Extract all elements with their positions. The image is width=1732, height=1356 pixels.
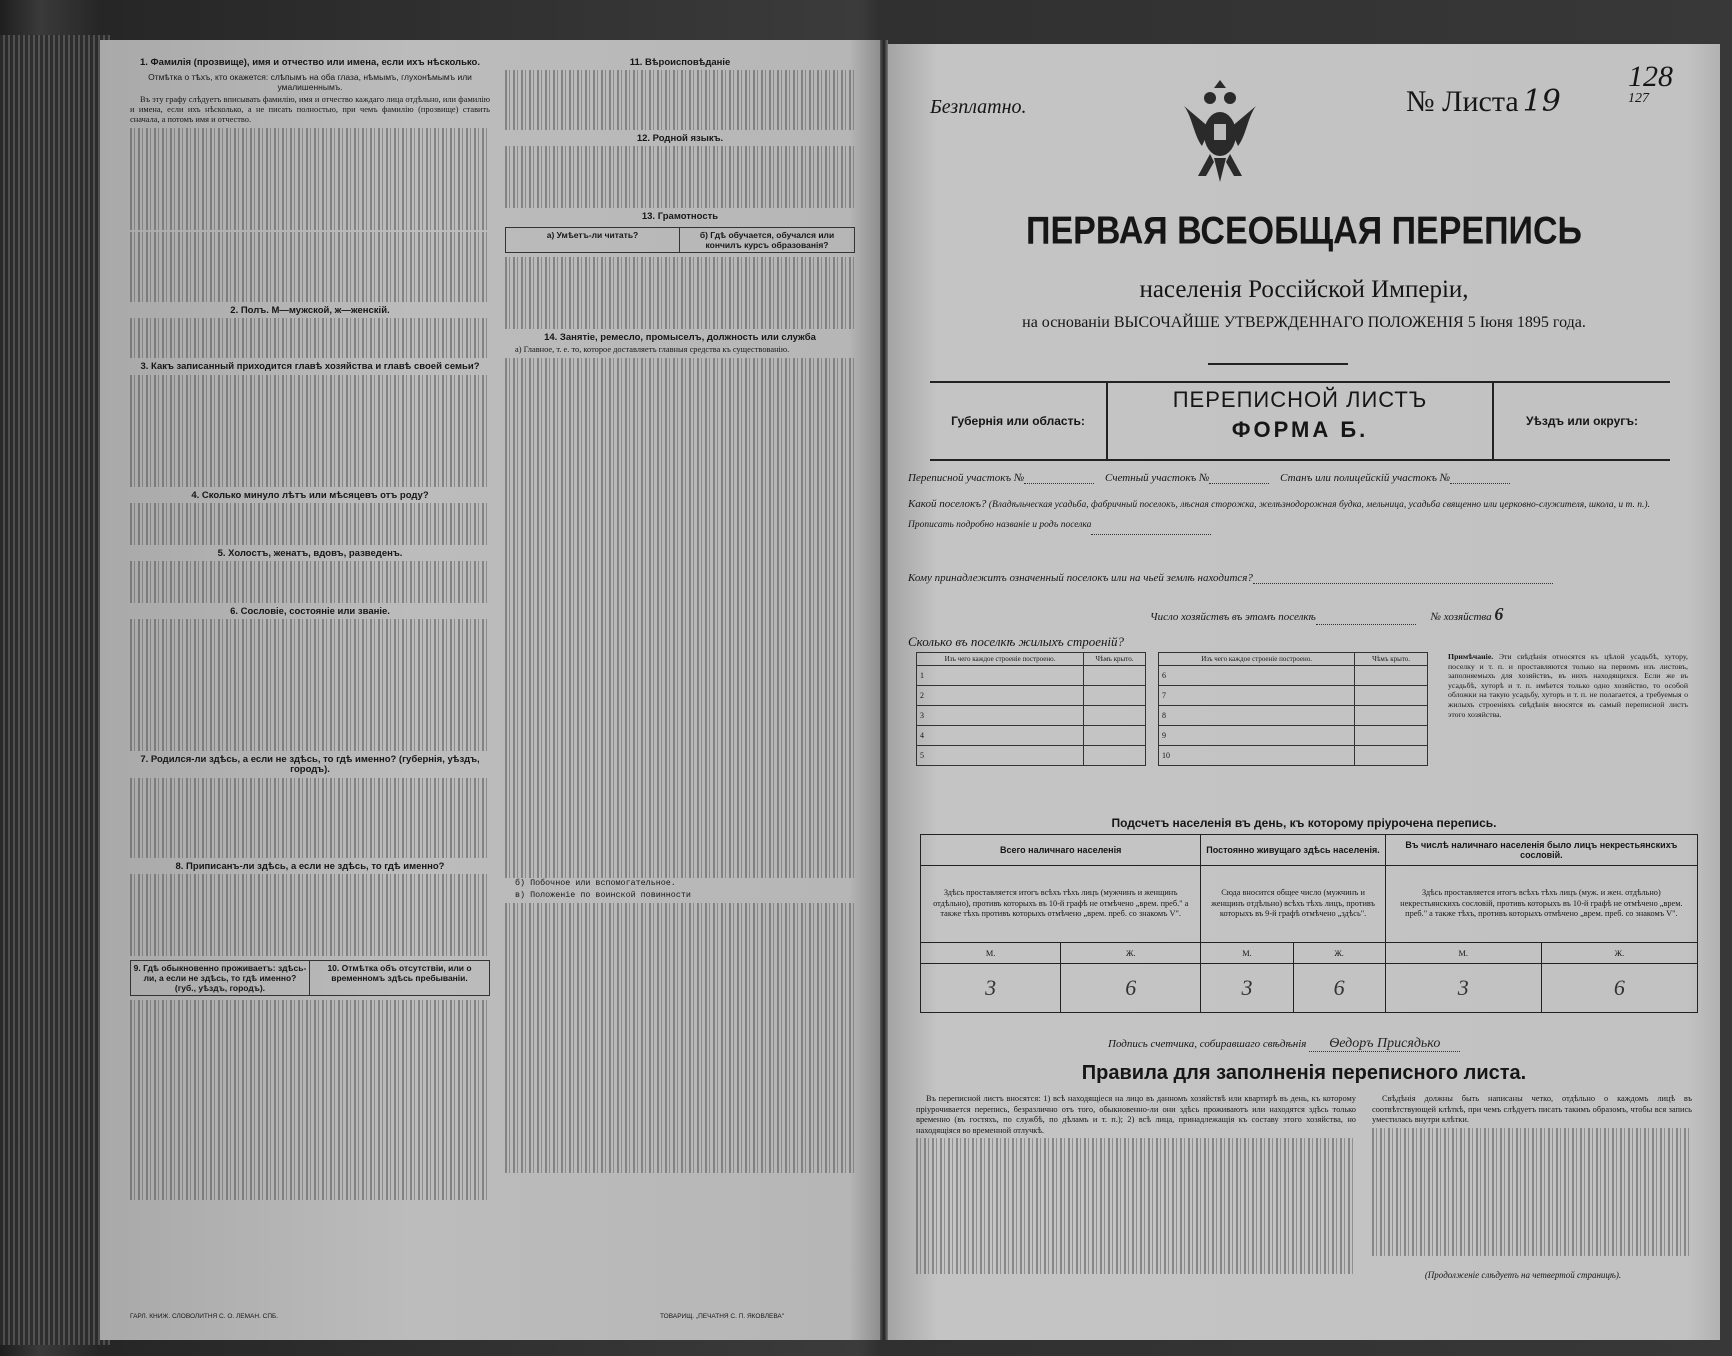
sheet-number bbox=[1406, 84, 1561, 119]
section-13a-title: а) Умѣетъ-ли читать? bbox=[506, 228, 680, 252]
enumerator-signature: Ѳедоръ Присядько bbox=[1309, 1036, 1460, 1052]
small-print-line bbox=[130, 503, 490, 545]
section-13-subheads bbox=[505, 227, 855, 253]
owner-label: Кому принадлежитъ означенный поселокъ или на чьей землѣ находится? bbox=[908, 572, 1253, 584]
section-7-title: 7. Родился-ли здѣсь, а если не здѣсь, то гдѣ именно? (губернія, уѣздъ, городъ). bbox=[140, 754, 480, 776]
small-print-line bbox=[505, 146, 855, 208]
table-row bbox=[1159, 726, 1428, 746]
rules-title: Правила для заполненія переписного листа. bbox=[1081, 1062, 1527, 1084]
enumerator-signature-line bbox=[1108, 1036, 1460, 1052]
bldg-head-material: Изъ чего каждое строеніе построено. bbox=[917, 653, 1084, 666]
book-gutter bbox=[880, 40, 888, 1340]
section-14c-text: в) Положеніе по воинской повинности bbox=[515, 889, 691, 900]
section-9-title: 9. Гдѣ обыкновенно проживаетъ: здѣсь-ли, а если не здѣсь, то гдѣ именно? (губ., уѣздъ, городъ). bbox=[131, 961, 310, 996]
row-number: 3 bbox=[917, 706, 1084, 726]
form-title: ПЕРЕПИСНОЙ ЛИСТЪ bbox=[1172, 387, 1428, 412]
owner-line bbox=[908, 572, 1553, 584]
buildings-note bbox=[1448, 652, 1688, 719]
table-row bbox=[917, 726, 1146, 746]
settlement-label: Какой поселокъ? bbox=[908, 498, 987, 510]
table-row bbox=[1159, 686, 1428, 706]
section-8-title: 8. Приписанъ-ли здѣсь, а если не здѣсь, то гдѣ именно? bbox=[175, 860, 445, 872]
non-peasant-male-count: 3 bbox=[1385, 964, 1541, 1013]
female-label: Ж. bbox=[1293, 943, 1385, 964]
table-row bbox=[917, 746, 1146, 766]
census-title: ПЕРВАЯ ВСЕОБЩАЯ ПЕРЕПИСЬ bbox=[1026, 209, 1582, 253]
imperial-eagle-emblem-icon bbox=[1180, 76, 1260, 186]
section-1-note: Отмѣтка о тѣхъ, кто окажется: слѣпымъ на оба глаза, нѣмымъ, глухонѣмымъ или умалишеннымъ. bbox=[148, 72, 472, 93]
form-header-box bbox=[930, 381, 1670, 461]
present-female-count: 6 bbox=[1061, 964, 1201, 1013]
row-number: 5 bbox=[917, 746, 1084, 766]
present-population-description: Здѣсь проставляется итогъ всѣхъ тѣхъ лицъ (мужчинъ и женщинъ отдѣльно), противъ которыхъ въ 10-й графѣ не отмѣчено „врем. преб." а также тѣхъ противъ которыхъ отмѣчено „врем. преб. со знакомъ V". bbox=[921, 866, 1201, 943]
female-label: Ж. bbox=[1061, 943, 1201, 964]
section-1-title: 1. Фамилія (прозвище), имя и отчество или имена, если ихъ нѣсколько. bbox=[139, 57, 480, 68]
table-row bbox=[1159, 666, 1428, 686]
population-count-table bbox=[920, 834, 1698, 1013]
households-label: Число хозяйствъ въ этомъ поселкѣ bbox=[1150, 611, 1316, 623]
female-label: Ж. bbox=[1541, 943, 1697, 964]
signature-label: Подпись счетчика, собиравшаго свѣдѣнія bbox=[1108, 1038, 1307, 1050]
row-number: 1 bbox=[917, 666, 1084, 686]
bldg-head-roof: Чѣмъ крыто. bbox=[1083, 653, 1145, 666]
section-13-title: 13. Грамотность bbox=[641, 211, 719, 223]
section-4-title: 4. Сколько минуло лѣтъ или мѣсяцевъ отъ роду? bbox=[191, 489, 429, 501]
section-1-text: Въ эту графу слѣдуетъ вписывать фамилію, имя и отчество каждаго лица отдѣльно, или фамилію и имена, если ихъ нѣсколько, а не писать полностью, при чемъ фамилію (прозвище) ставить сначала, а потомъ имя и отчество. bbox=[130, 94, 490, 125]
row-number: 10 bbox=[1159, 746, 1355, 766]
small-print-line bbox=[916, 1138, 1356, 1274]
buildings-line bbox=[908, 634, 1124, 650]
non-peasant-population-description: Здѣсь проставляется итогъ всѣхъ тѣхъ лицъ (муж. и жен. отдѣльно) некрестьянскихъ сословій, противъ которыхъ въ 10-й графѣ не отмѣчено „врем. преб." а также тѣхъ, противъ которыхъ отмѣчено „врем. преб. со знакомъ V". bbox=[1385, 866, 1697, 943]
present-male-count: 3 bbox=[921, 964, 1061, 1013]
male-label: М. bbox=[1385, 943, 1541, 964]
present-population-header: Всего наличнаго населенія bbox=[921, 835, 1201, 866]
section-5-title: 5. Холостъ, женатъ, вдовъ, разведенъ. bbox=[217, 547, 403, 559]
household-number-label: № хозяйства bbox=[1430, 611, 1492, 623]
rules-column-left bbox=[916, 1094, 1356, 1274]
settlement-line bbox=[908, 494, 1698, 535]
archive-folio-numbers bbox=[1628, 62, 1673, 106]
small-print-line bbox=[505, 257, 855, 329]
small-print-line bbox=[505, 358, 855, 878]
form-type: ФОРМА Б. bbox=[1231, 417, 1369, 442]
section-10-title: 10. Отмѣтка объ отсутствіи, или о временномъ здѣсь пребываніи. bbox=[327, 962, 472, 984]
census-section-label: Переписной участокъ № bbox=[908, 472, 1025, 484]
folio-number-2: 127 bbox=[1628, 91, 1649, 106]
gubernia-field: Губернія или область: bbox=[930, 383, 1108, 459]
sheet-number-label: № Листа bbox=[1406, 85, 1519, 118]
non-peasant-female-count: 6 bbox=[1541, 964, 1697, 1013]
small-print-line bbox=[130, 1000, 490, 1200]
table-row bbox=[1159, 706, 1428, 726]
section-3-title: 3. Какъ записанный приходится главѣ хозяйства и главѣ своей семьи? bbox=[140, 361, 480, 373]
instructions-column-1 bbox=[130, 54, 490, 1200]
section-12-title: 12. Родной языкъ. bbox=[636, 133, 724, 145]
uezd-field: Уѣздъ или округъ: bbox=[1492, 383, 1670, 459]
bldg-head-roof: Чѣмъ крыто. bbox=[1355, 653, 1428, 666]
small-print-line bbox=[130, 561, 490, 603]
census-form-page bbox=[888, 44, 1720, 1340]
buildings-table-left bbox=[916, 652, 1146, 766]
section-14b-text: б) Побочное или вспомогательное. bbox=[515, 878, 676, 889]
section-14-title: 14. Занятіе, ремесло, промыселъ, должность или служба bbox=[544, 332, 816, 344]
row-number: 7 bbox=[1159, 686, 1355, 706]
population-count-title: Подсчетъ населенія въ день, къ которому пріурочена перепись. bbox=[1111, 816, 1497, 830]
count-section-label: Счетный участокъ № bbox=[1104, 472, 1210, 484]
stan-label: Станъ или полицейскій участокъ № bbox=[1280, 472, 1451, 484]
table-row bbox=[917, 686, 1146, 706]
divider bbox=[1208, 363, 1348, 365]
small-print-line bbox=[130, 318, 490, 358]
section-2-title: 2. Полъ. М—мужской, ж—женскій. bbox=[230, 305, 390, 317]
book-page-stack-edge bbox=[0, 35, 110, 1345]
folio-number-1: 128 bbox=[1628, 60, 1673, 93]
permanent-male-count: 3 bbox=[1201, 964, 1293, 1013]
row-number: 8 bbox=[1159, 706, 1355, 726]
row-number: 4 bbox=[917, 726, 1084, 746]
bldg-head-material: Изъ чего каждое строеніе построено. bbox=[1159, 653, 1355, 666]
small-print-line bbox=[130, 778, 490, 858]
rules-right-text: Свѣдѣнія должны быть написаны четко, отдѣльно о каждомъ лицѣ въ соотвѣтствующей клѣткѣ, при чемъ слѣдуетъ писать такимъ образомъ, чтобы вся запись уместилась внутри клѣтки. bbox=[1372, 1094, 1692, 1124]
table-row bbox=[917, 666, 1146, 686]
male-label: М. bbox=[921, 943, 1061, 964]
small-print-line bbox=[130, 375, 490, 487]
row-number: 9 bbox=[1159, 726, 1355, 746]
row-number: 2 bbox=[917, 686, 1084, 706]
male-label: М. bbox=[1201, 943, 1293, 964]
non-peasant-population-header: Въ числѣ наличнаго населенія было лицъ некрестьянскихъ сословій. bbox=[1385, 835, 1697, 866]
note-text: Эти свѣдѣнія относятся къ цѣлой усадьбѣ, хутору, поселку и т. п. и проставляются только на первомъ изъ листовъ, заполняемыхъ для хозяйствъ, въ нихъ находящихся. Если же въ усадьбѣ, хуторѣ и т. п. имѣется только одно хозяйство, то особой обложки на такую усадьбу, хуторъ и т. п. не полагается, а требуемыя о жилыхъ строеніяхъ свѣдѣнія вносятся въ самый переписной листъ этого хозяйства. bbox=[1448, 652, 1689, 719]
buildings-table-right bbox=[1158, 652, 1428, 766]
row-number: 6 bbox=[1159, 666, 1355, 686]
settlement-hint: (Владѣльческая усадьба, фабричный поселокъ, лѣсная сторожка, желѣзнодорожная будка, мельница, усадьба священно или церковно-служителя, школа, и т. п.). bbox=[988, 500, 1650, 510]
census-subtitle: населенія Россійской Имперіи, bbox=[1139, 276, 1469, 303]
sections-9-10-header bbox=[130, 960, 490, 997]
small-print-line bbox=[505, 903, 855, 1173]
table-row bbox=[917, 706, 1146, 726]
households-line bbox=[1150, 604, 1503, 625]
small-print-line bbox=[130, 874, 490, 956]
small-print-line bbox=[130, 232, 490, 302]
section-13b-title: б) Гдѣ обучается, обучался или кончилъ курсъ образованія? bbox=[699, 229, 835, 250]
permanent-female-count: 6 bbox=[1293, 964, 1385, 1013]
instructions-column-2 bbox=[505, 54, 855, 1173]
instructions-page bbox=[100, 40, 880, 1340]
section-14a-text: а) Главное, т. е. то, которое доставляетъ главныя средства къ существованію. bbox=[515, 345, 790, 355]
rules-column-right bbox=[1372, 1094, 1692, 1256]
continued-note: (Продолженіе слѣдуетъ на четвертой страницѣ). bbox=[1424, 1270, 1622, 1280]
permanent-population-header: Постоянно живущаго здѣсь населенія. bbox=[1201, 835, 1385, 866]
right-column-imprint: ТОВАРИЩ. „ПЕЧАТНЯ С. П. ЯКОВЛЕВА" bbox=[660, 1313, 785, 1320]
legal-basis: на основаніи ВЫСОЧАЙШЕ УТВЕРЖДЕННАГО ПОЛОЖЕНІЯ 5 Іюня 1895 года. bbox=[1022, 314, 1586, 331]
small-print-line bbox=[1372, 1128, 1692, 1256]
small-print-line bbox=[130, 619, 490, 751]
section-11-title: 11. Вѣроисповѣданіе bbox=[629, 57, 731, 68]
small-print-line bbox=[130, 128, 490, 230]
table-row bbox=[1159, 746, 1428, 766]
free-of-charge-label: Безплатно. bbox=[930, 96, 1027, 118]
section-6-title: 6. Сословіе, состояніе или званіе. bbox=[230, 606, 390, 618]
permanent-population-description: Сюда вносится общее число (мужчинъ и женщинъ отдѣльно) всѣхъ тѣхъ лицъ, противъ которыхъ въ 9-й графѣ отмѣчено „здѣсь". bbox=[1201, 866, 1385, 943]
household-number-handwritten: 6 bbox=[1494, 604, 1504, 624]
sheet-number-handwritten: 19 bbox=[1522, 84, 1561, 119]
small-print-line bbox=[505, 70, 855, 130]
settlement-hint-2: Прописать подробно названіе и родъ поселка bbox=[908, 520, 1092, 530]
left-imprint: ГАРЛ. КНИЖ. СЛОВОЛИТНЯ С. О. ЛЕМАН. СПБ. bbox=[130, 1313, 279, 1320]
rules-left-text: Въ переписной листъ вносятся: 1) всѣ находящіеся на лицо въ данномъ хозяйствѣ или квартирѣ въ день, къ которому пріурочивается перепись, безразлично отъ того, обыкновенно-ли они здѣсь проживаютъ или находятся здѣсь только временно (въ гостяхъ, по службѣ, по дѣламъ и т. п.); 2) всѣ лица, принадлежащія къ составу этого хозяйства, но находящіяся во временной отлучкѣ. bbox=[916, 1094, 1356, 1135]
buildings-label: Сколько въ поселкѣ жилыхъ строеній? bbox=[908, 634, 1125, 649]
note-title: Примѣчаніе. bbox=[1448, 652, 1494, 661]
section-numbers-line bbox=[908, 472, 1510, 484]
form-title-block bbox=[1106, 387, 1494, 443]
